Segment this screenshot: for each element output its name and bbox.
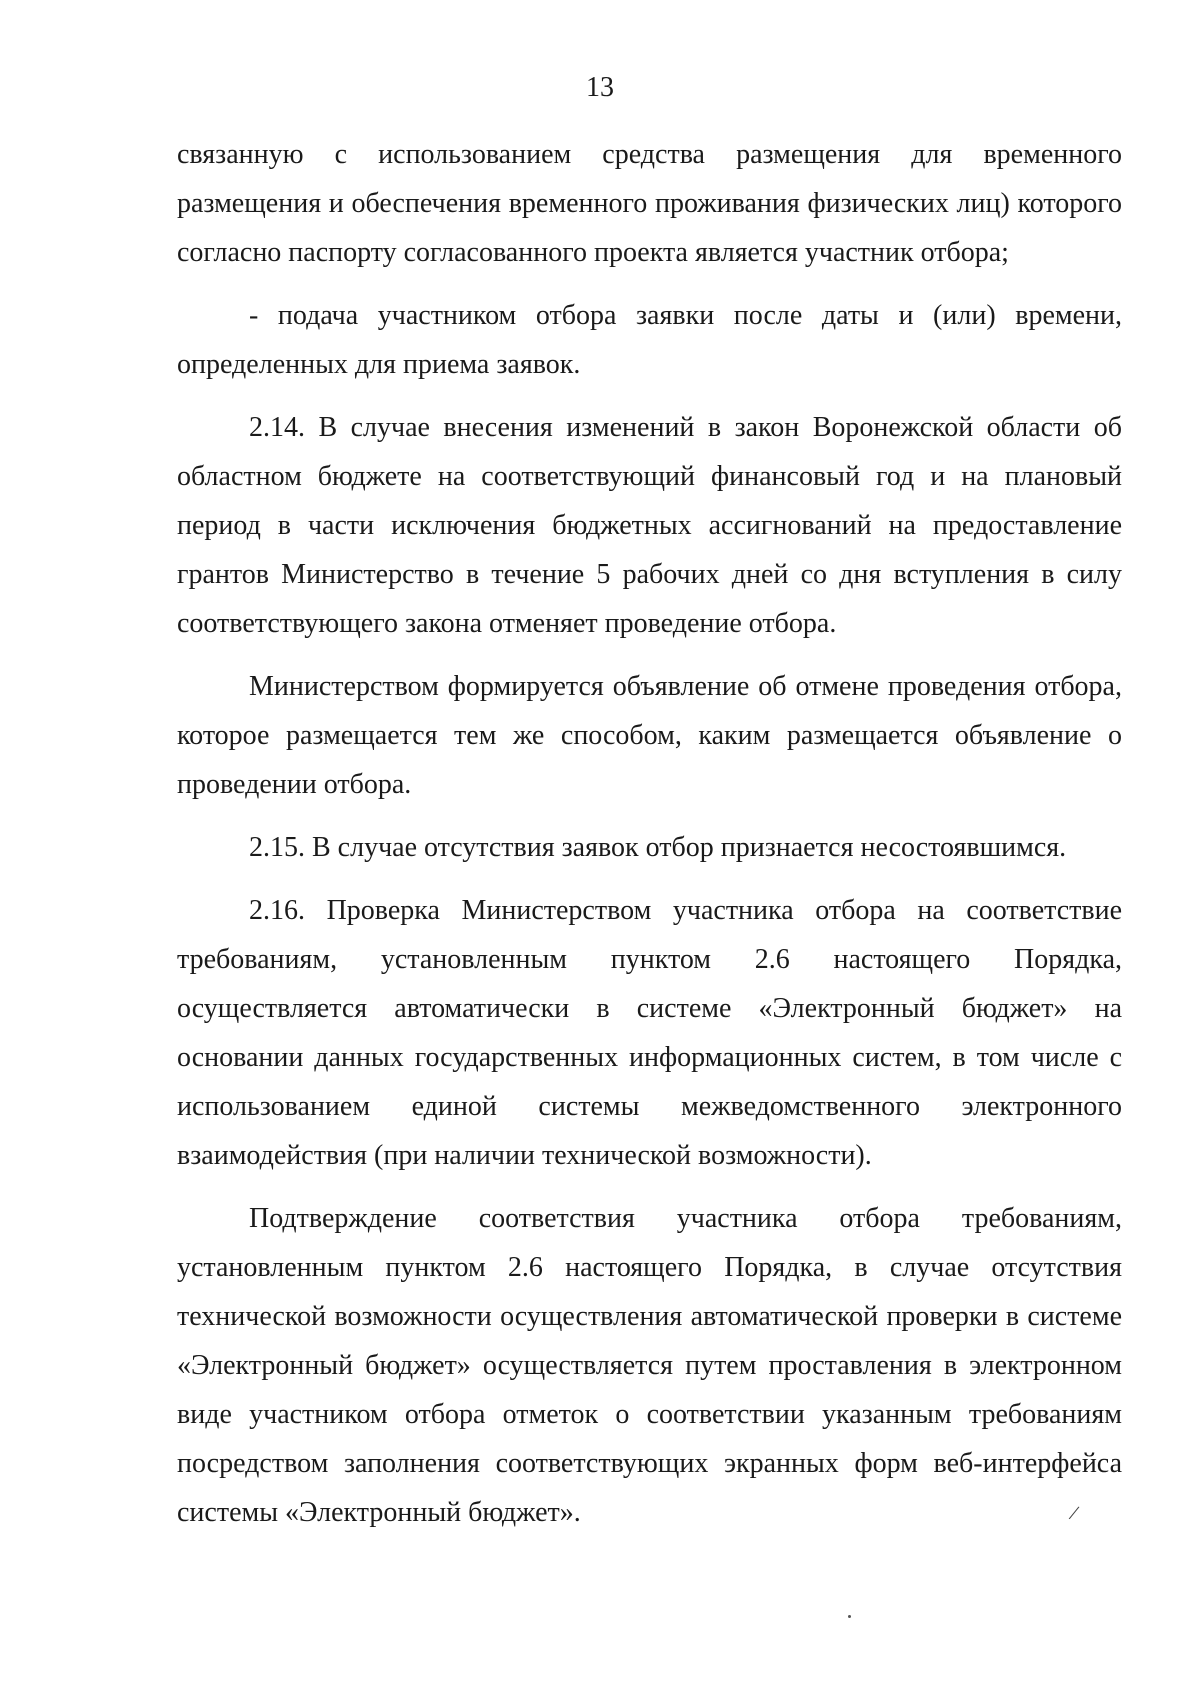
paragraph-2-16: 2.16. Проверка Министерством участника отбора на соответствие требованиям, установленным пунктом 2.6 настоящего Порядка, осуществляется автоматически в системе «Электронный бюджет» на основании данных государственных информационных систем, в том числе с использованием единой системы межведомственного электронного взаимодействия (при наличии технической возможности).	[177, 895, 1122, 1171]
paragraph-confirmation: Подтверждение соответствия участника отбора требованиям, установленным пунктом 2.6 настоящего Порядка, в случае отсутствия технической возможности осуществления автоматической проверки в системе «Электронный бюджет» осуществляется путем проставления в электронном виде участником отбора отметок о соответствии указанным требованиям посредством заполнения соответствующих экранных форм веб-интерфейса системы «Электронный бюджет».	[177, 1203, 1122, 1528]
stray-pen-mark: /	[1067, 1499, 1082, 1526]
paragraph-cancellation-notice: Министерством формируется объявление об отмене проведения отбора, которое размещается тем же способом, каким размещается объявление о проведении отбора.	[177, 671, 1122, 800]
paragraph-continuation: связанную с использованием средства размещения для временного размещения и обеспечения временного проживания физических лиц) которого согласно паспорту согласованного проекта является участник отбора;	[177, 139, 1122, 268]
paragraph-bullet-late-submission: - подача участником отбора заявки после даты и (или) времени, определенных для приема заявок.	[177, 300, 1122, 380]
document-body	[177, 130, 1122, 1537]
paragraph-2-15: 2.15. В случае отсутствия заявок отбор признается несостоявшимся.	[249, 832, 1067, 863]
stray-dot-mark	[848, 1615, 851, 1618]
page-number: 13	[586, 72, 614, 103]
paragraph-2-14: 2.14. В случае внесения изменений в закон Воронежской области об областном бюджете на соответствующий финансовый год и на плановый период в части исключения бюджетных ассигнований на предоставление грантов Министерство в течение 5 рабочих дней со дня вступления в силу соответствующего закона отменяет проведение отбора.	[177, 412, 1122, 639]
